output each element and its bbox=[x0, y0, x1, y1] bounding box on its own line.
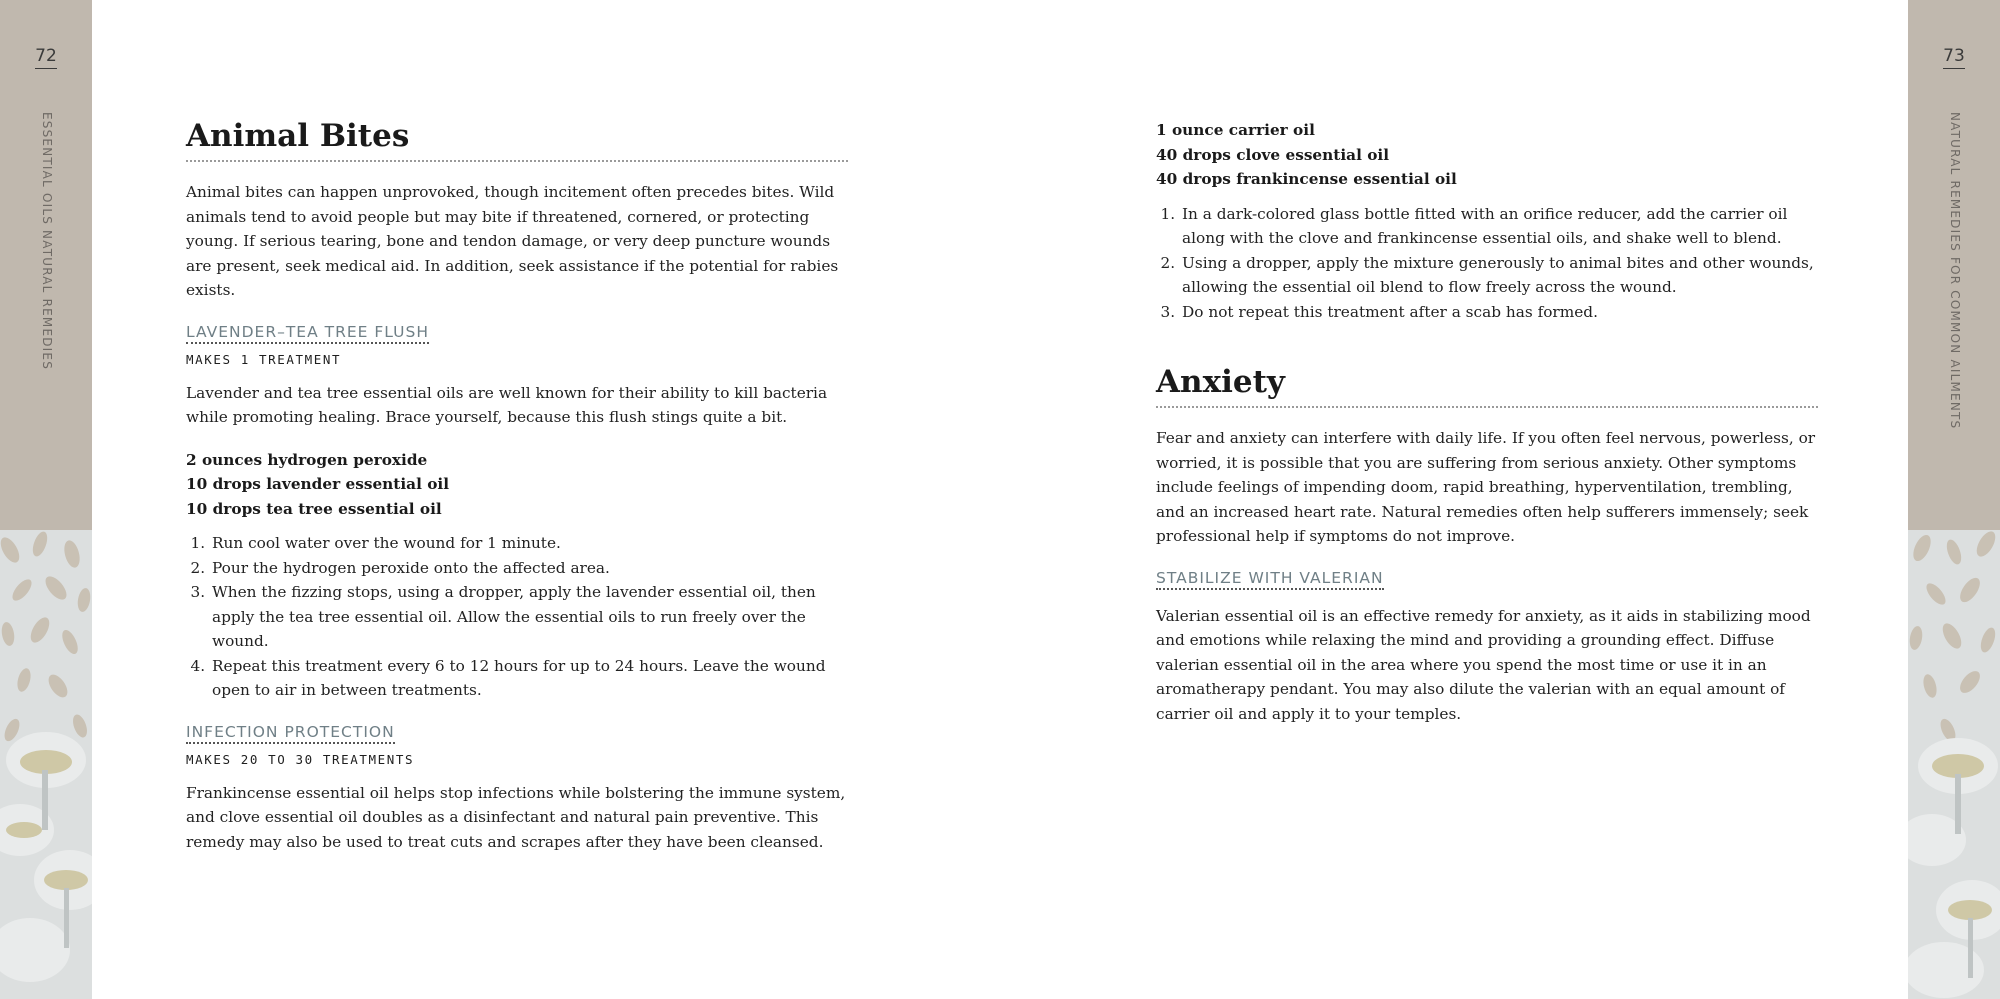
recipe-title-infection-protection: INFECTION PROTECTION bbox=[186, 723, 395, 744]
recipe-title-lavender-tea-tree-flush: LAVENDER–TEA TREE FLUSH bbox=[186, 323, 429, 344]
section-title-animal-bites: Animal Bites bbox=[186, 118, 848, 162]
page-number-right: 73 bbox=[1908, 46, 2000, 66]
step-list bbox=[186, 531, 848, 703]
section-spacer bbox=[1156, 324, 1818, 364]
ingredient-item: 2 ounces hydrogen peroxide bbox=[186, 450, 428, 469]
right-page-content bbox=[1156, 118, 1818, 726]
recipe-yield: MAKES 20 TO 30 TREATMENTS bbox=[186, 751, 415, 767]
recipe-description: Lavender and tea tree essential oils are well known for their ability to kill bacteria while promoting healing. Brace yourself, because this flush stings quite a bit. bbox=[186, 383, 828, 426]
step-item: 2. Pour the hydrogen peroxide onto the affected area. bbox=[210, 556, 848, 581]
step-item: 1. Run cool water over the wound for 1 minute. bbox=[210, 531, 848, 556]
ingredient-item: 40 drops clove essential oil bbox=[1156, 145, 1390, 164]
step-item: 3. Do not repeat this treatment after a scab has formed. bbox=[1180, 300, 1818, 325]
page-number-left: 72 bbox=[0, 46, 92, 66]
anxiety-intro: Fear and anxiety can interfere with daily life. If you often feel nervous, powerless, or worried, it is possible that you are suffering from serious anxiety. Other symptoms include feelings of impending doom, rapid breathing, hyperventilation, trembling, and an increased heart rate. Natural remedies often help sufferers immensely; seek professional help if symptoms do not improve. bbox=[1156, 429, 1816, 545]
step-item: 2. Using a dropper, apply the mixture generously to animal bites and other wounds, allowing the essential oil blend to flow freely across the wound. bbox=[1180, 251, 1818, 300]
animal-bites-intro: Animal bites can happen unprovoked, though incitement often precedes bites. Wild animals tend to avoid people but may bite if threatened, cornered, or protecting young. If serious tearing, bone and tendon damage, or very deep puncture wounds are present, seek medical aid. In addition, seek assistance if the potential for rabies exists. bbox=[186, 183, 839, 299]
step-item: 4. Repeat this treatment every 6 to 12 hours for up to 24 hours. Leave the wound open to air in between treatments. bbox=[210, 654, 848, 703]
step-list bbox=[1156, 202, 1818, 325]
step-item: 3. When the fizzing stops, using a dropper, apply the lavender essential oil, then apply the tea tree essential oil. Allow the essential oils to run freely over the wound. bbox=[210, 580, 848, 654]
ingredient-item: 10 drops lavender essential oil bbox=[186, 475, 450, 493]
ingredient-item: 10 drops tea tree essential oil bbox=[186, 499, 442, 518]
recipe-description: Frankincense essential oil helps stop infections while bolstering the immune system, and clove essential oil doubles as a disinfectant and natural pain preventive. This remedy may also be used to treat cuts and scrapes after they have been cleansed. bbox=[186, 783, 846, 851]
recipe-title-stabilize-with-valerian: STABILIZE WITH VALERIAN bbox=[1156, 569, 1384, 590]
leaf-pattern-decoration bbox=[0, 530, 92, 999]
leaf-pattern-decoration bbox=[1908, 530, 2000, 999]
recipe-description: Valerian essential oil is an effective remedy for anxiety, as it aids in stabilizing mood and emotions while relaxing the mind and providing a grounding effect. Diffuse valerian essential oil in the area where you spend the most time or use it in an aromatherapy pendant. You may also dilute the valerian with an equal amount of carrier oil and apply it to your temples. bbox=[1156, 606, 1811, 723]
left-page-content bbox=[186, 118, 848, 854]
ingredient-item: 1 ounce carrier oil bbox=[1156, 121, 1315, 139]
left-sidebar: 72 ESSENTIAL OILS NATURAL REMEDIES bbox=[0, 0, 92, 999]
step-item: 1. In a dark-colored glass bottle fitted with an orifice reducer, add the carrier oil along with the clove and frankincense essential oils, and shake well to blend. bbox=[1180, 202, 1818, 251]
recipe-yield: MAKES 1 TREATMENT bbox=[186, 351, 342, 367]
ingredient-item: 40 drops frankincense essential oil bbox=[1156, 170, 1457, 188]
ingredient-list bbox=[186, 448, 848, 522]
right-sidebar: 73 NATURAL REMEDIES FOR COMMON AILMENTS bbox=[1908, 0, 2000, 999]
section-title-anxiety: Anxiety bbox=[1156, 364, 1818, 408]
ingredient-list bbox=[1156, 118, 1818, 192]
